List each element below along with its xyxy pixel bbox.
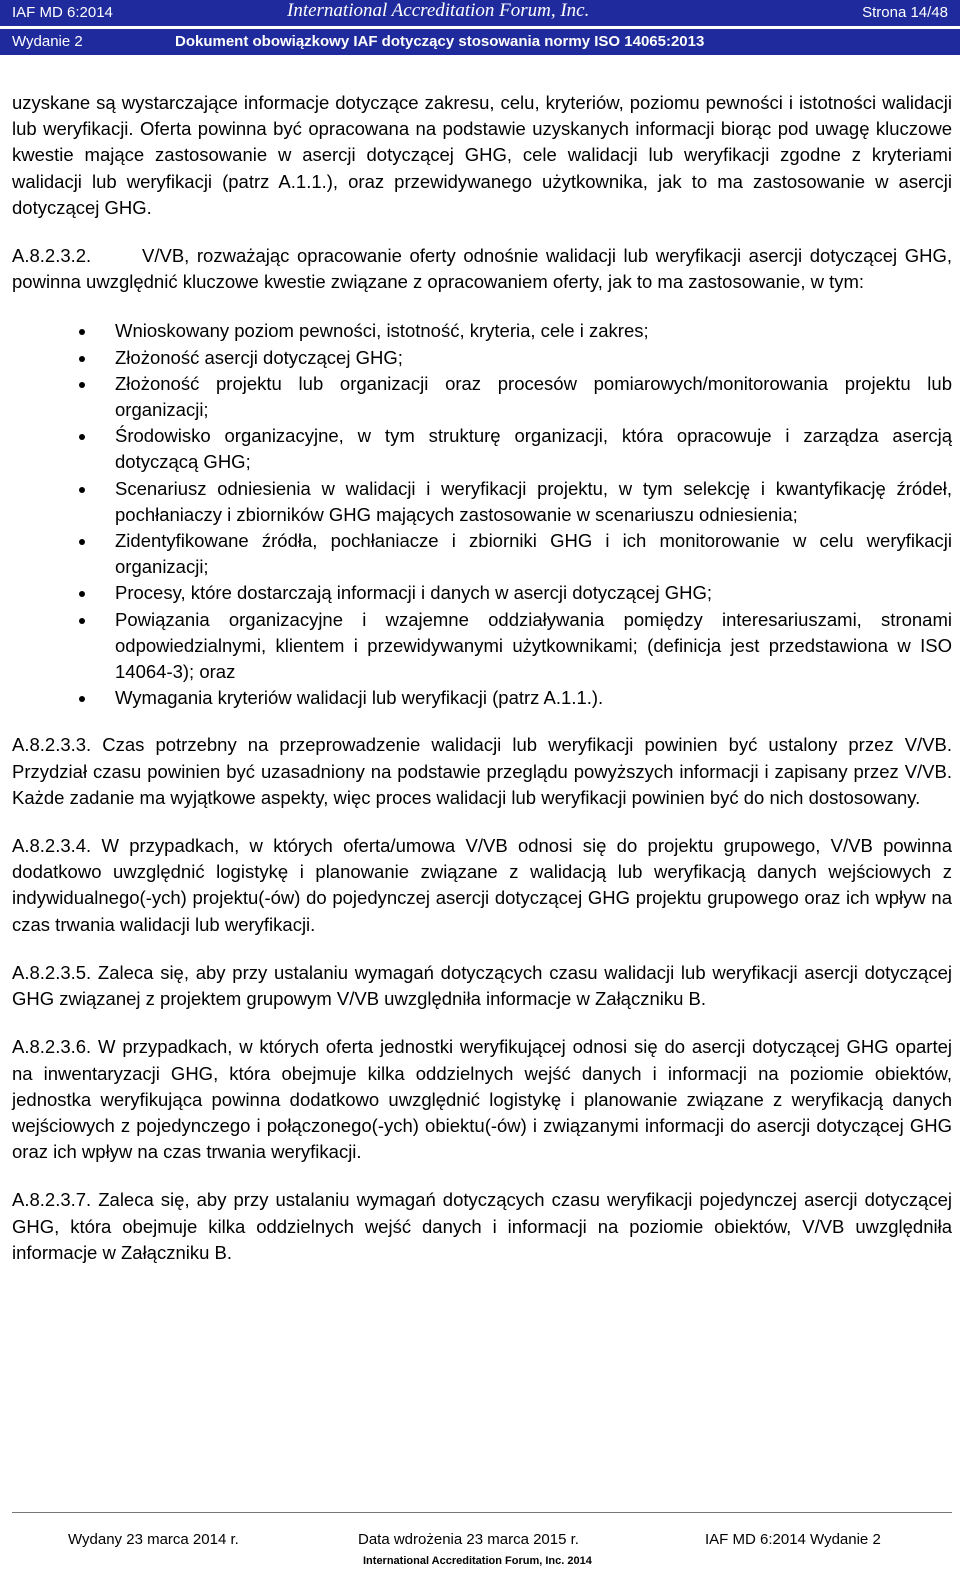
list-item bbox=[12, 345, 952, 371]
footer-copyright: International Accreditation Forum, Inc. 2014 bbox=[363, 1555, 592, 1567]
list-item-text: Wymagania kryteriów walidacji lub weryfikacji (patrz A.1.1.). bbox=[115, 687, 604, 709]
bullet-icon bbox=[79, 329, 85, 335]
paragraph-a8237: A.8.2.3.7. Zaleca się, aby przy ustalaniu wymagań dotyczących czasu weryfikacji pojedynczej asercji dotyczącej GHG, która obejmuje kilka oddzielnych wejść danych i informacji na poziomie obiektów, V/VB uwzględniła informacje w Załączniku B. bbox=[12, 1189, 952, 1263]
footer-doc-edition: IAF MD 6:2014 Wydanie 2 bbox=[705, 1531, 881, 1548]
paragraph-number: A.8.2.3.2. bbox=[12, 245, 92, 267]
header-top-bar bbox=[0, 0, 960, 26]
list-item bbox=[12, 685, 952, 711]
paragraph-a8234: A.8.2.3.4. W przypadkach, w których oferta/umowa V/VB odnosi się do projektu grupowego, V/VB powinna dodatkowo uwzględnić logistykę i planowanie związane z walidacją lub weryfikacją danych wejściowych z indywidualnego(-ych) projektu(-ów) do pojedynczej asercji dotyczącej GHG projektu grupowego oraz ich wpływ na czas trwania walidacji lub weryfikacji. bbox=[12, 835, 952, 935]
paragraph-a8232 bbox=[12, 243, 952, 295]
list-item-text: Procesy, które dostarczają informacji i danych w asercji dotyczącej GHG; bbox=[115, 582, 713, 604]
list-item bbox=[12, 318, 952, 344]
bullet-icon bbox=[79, 434, 85, 440]
list-item bbox=[12, 423, 952, 475]
paragraph-intro: uzyskane są wystarczające informacje dotyczące zakresu, celu, kryteriów, poziomu pewności i istotności walidacji lub weryfikacji. Oferta powinna być opracowana na podstawie uzyskanych informacji biorąc pod uwagę kluczowe kwestie mające zastosowanie w asercji dotyczącej GHG, cele walidacji lub weryfikacji zgodne z kryteriami walidacji lub weryfikacji (patrz A.1.1.), oraz przewidywanego użytkownika, jak to ma zastosowanie w asercji dotyczącej GHG. bbox=[12, 92, 952, 218]
page-number: Strona 14/48 bbox=[862, 4, 948, 21]
bullet-icon bbox=[79, 539, 85, 545]
bullet-icon bbox=[79, 487, 85, 493]
footer-effective: Data wdrożenia 23 marca 2015 r. bbox=[358, 1531, 579, 1548]
header-bottom-bar bbox=[0, 29, 960, 55]
doc-title: Dokument obowiązkowy IAF dotyczący stosowania normy ISO 14065:2013 bbox=[175, 33, 705, 50]
bullet-icon bbox=[79, 591, 85, 597]
bullet-icon bbox=[79, 356, 85, 362]
footer-divider bbox=[12, 1512, 952, 1513]
paragraph-a8236: A.8.2.3.6. W przypadkach, w których oferta jednostki weryfikującej odnosi się do asercji dotyczącej GHG opartej na inwentaryzacji GHG, która obejmuje kilka oddzielnych wejść danych i informacji na poziomie obiektów, jednostka weryfikująca powinna dodatkowo uwzględnić logistykę i planowanie związane z weryfikacją danych wejściowych z pojedynczego i połączonego(-ych) obiektu(-ów) i związanymi informacji do asercji dotyczącej GHG oraz ich wpływ na czas trwania weryfikacji. bbox=[12, 1036, 952, 1163]
paragraph-a8235: A.8.2.3.5. Zaleca się, aby przy ustalaniu wymagań dotyczących czasu walidacji lub weryfikacji asercji dotyczącej GHG związanej z projektem grupowym V/VB uwzględniła informacje w Załączniku B. bbox=[12, 961, 952, 1010]
list-item-text: Złożoność projektu lub organizacji oraz procesów pomiarowych/monitorowania projektu lub organizacji; bbox=[115, 372, 952, 421]
bullet-icon bbox=[79, 696, 85, 702]
list-item-text: Zidentyfikowane źródła, pochłaniacze i zbiorniki GHG i ich monitorowanie w celu weryfikacji organizacji; bbox=[115, 530, 952, 578]
footer-issued: Wydany 23 marca 2014 r. bbox=[68, 1531, 239, 1548]
list-item bbox=[12, 476, 952, 528]
document-body bbox=[12, 90, 952, 1288]
list-item-text: Środowisko organizacyjne, w tym strukturę organizacji, która opracowuje i zarządza asercją dotyczącą GHG; bbox=[115, 425, 952, 473]
org-name: International Accreditation Forum, Inc. bbox=[287, 0, 590, 21]
list-item bbox=[12, 371, 952, 423]
footer bbox=[0, 1531, 960, 1569]
paragraph-text: V/VB, rozważając opracowanie oferty odnośnie walidacji lub weryfikacji asercji dotyczącej GHG, powinna uwzględnić kluczowe kwestie związane z opracowaniem oferty, jak to ma zastosowanie, w tym: bbox=[12, 245, 952, 293]
list-item-text: Powiązania organizacyjne i wzajemne oddziaływania pomiędzy interesariuszami, stronami odpowiedzialnymi, klientem i przewidywanymi użytkownikami; (definicja jest przedstawiona w ISO 14064-3); oraz bbox=[115, 608, 952, 683]
bullet-icon bbox=[79, 618, 85, 624]
doc-code: IAF MD 6:2014 bbox=[12, 4, 113, 21]
paragraph-a8233: A.8.2.3.3. Czas potrzebny na przeprowadzenie walidacji lub weryfikacji powinien być ustalony przez V/VB. Przydział czasu powinien być uzasadniony na podstawie przeglądu powyższych informacji i zapisany przez V/VB. Każde zadanie ma wyjątkowe aspekty, więc proces walidacji lub weryfikacji powinien być do nich dostosowany. bbox=[12, 734, 952, 808]
list-item-text: Wnioskowany poziom pewności, istotność, kryteria, cele i zakres; bbox=[115, 320, 649, 342]
list-item bbox=[12, 580, 952, 606]
bullet-icon bbox=[79, 382, 85, 388]
list-item-text: Złożoność asercji dotyczącej GHG; bbox=[115, 346, 403, 368]
bullet-list bbox=[12, 318, 952, 711]
list-item bbox=[12, 607, 952, 686]
list-item bbox=[12, 528, 952, 580]
edition: Wydanie 2 bbox=[12, 33, 83, 50]
list-item-text: Scenariusz odniesienia w walidacji i weryfikacji projektu, w tym selekcję i kwantyfikację źródeł, pochłaniaczy i zbiorników GHG mających zastosowanie w scenariuszu odniesienia; bbox=[115, 477, 952, 525]
